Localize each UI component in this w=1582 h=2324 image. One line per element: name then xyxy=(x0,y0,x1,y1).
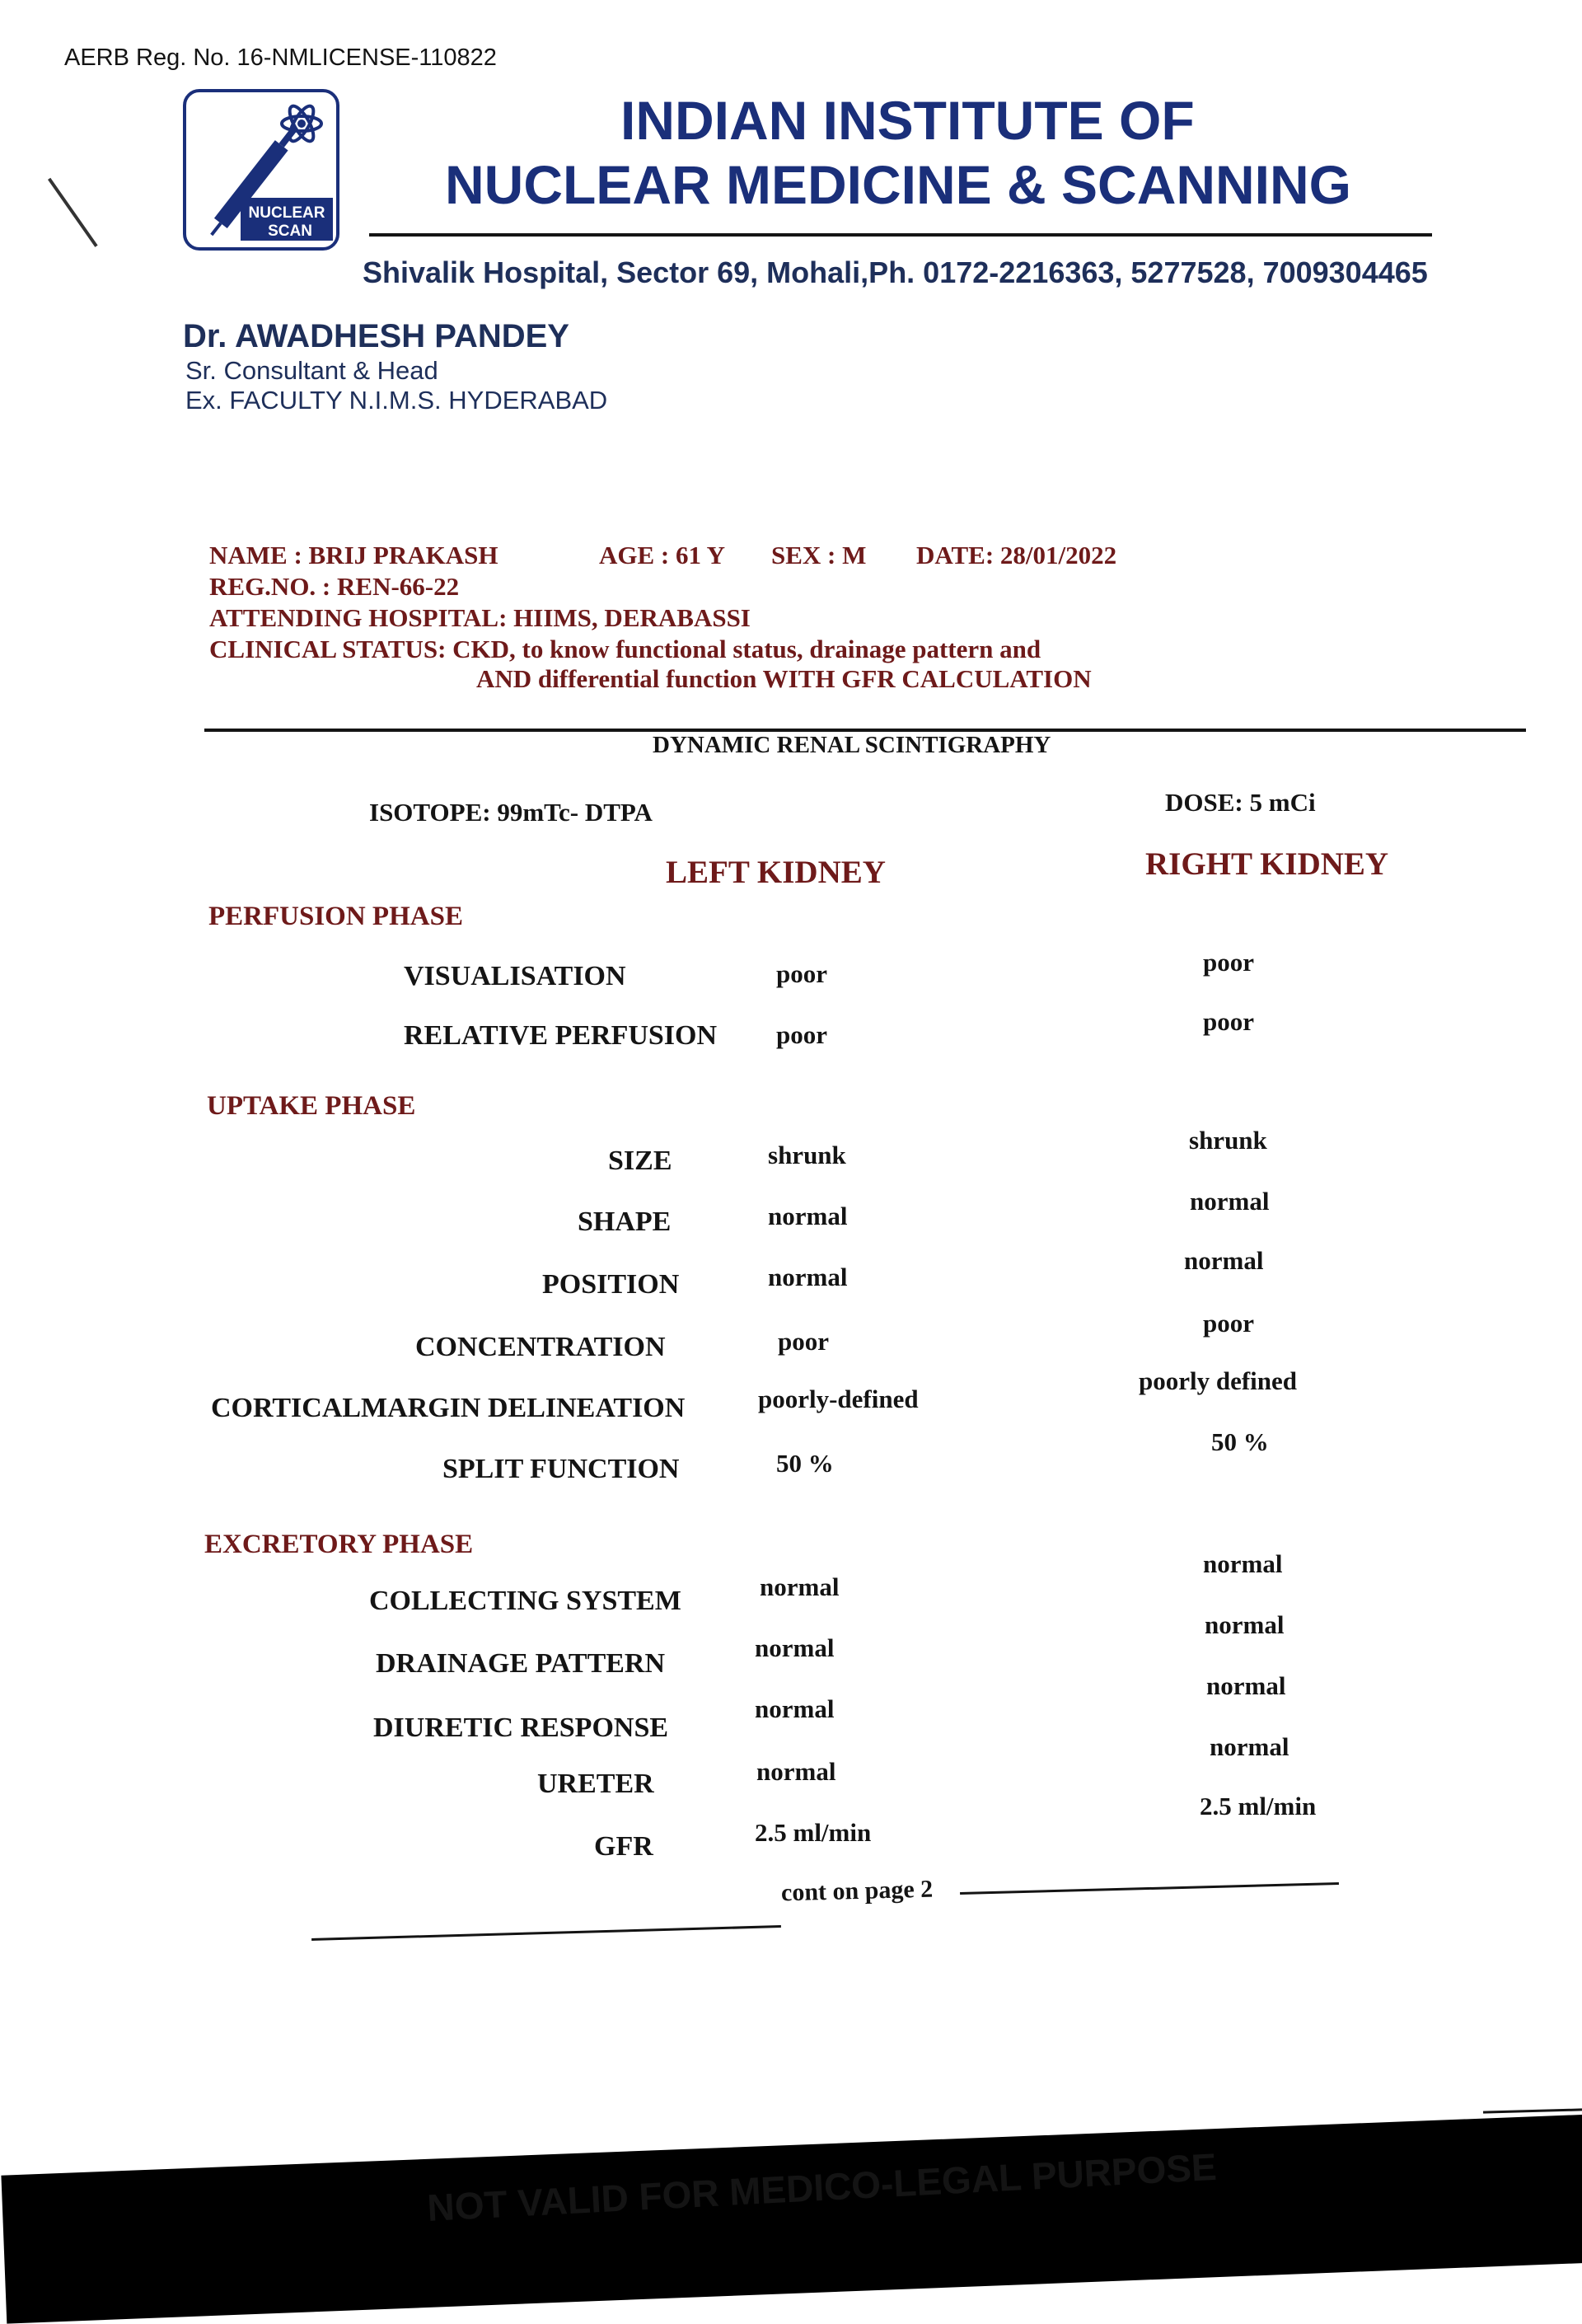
aerb-reg-number: AERB Reg. No. 16-NMLICENSE-110822 xyxy=(64,45,497,71)
right-split-function: 50 % xyxy=(1211,1427,1269,1456)
left-concentration: poor xyxy=(778,1327,829,1356)
institute-name-line1: INDIAN INSTITUTE OF xyxy=(620,90,1195,151)
right-collecting-system: normal xyxy=(1203,1549,1283,1578)
right-shape: normal xyxy=(1190,1187,1270,1216)
patient-age: AGE : 61 Y xyxy=(599,541,725,569)
right-ureter: normal xyxy=(1210,1732,1289,1761)
excretory-phase-label: EXCRETORY PHASE xyxy=(204,1530,474,1559)
right-diuretic-response: normal xyxy=(1206,1671,1286,1700)
institute-name-line2: NUCLEAR MEDICINE & SCANNING xyxy=(445,154,1352,215)
institute-logo xyxy=(183,89,339,251)
row-label-cortical-margin: CORTICALMARGIN DELINEATION xyxy=(211,1393,686,1423)
logo-text-1: NUCLEAR xyxy=(248,204,325,222)
left-gfr: 2.5 ml/min xyxy=(755,1818,872,1847)
row-label-collecting-system: COLLECTING SYSTEM xyxy=(369,1586,681,1616)
row-label-gfr: GFR xyxy=(594,1831,653,1862)
header-divider xyxy=(369,233,1432,237)
attending-hospital: ATTENDING HOSPITAL: HIIMS, DERABASSI xyxy=(209,603,751,632)
row-label-size: SIZE xyxy=(608,1146,672,1176)
right-cortical-margin: poorly defined xyxy=(1139,1366,1298,1395)
doctor-title: Sr. Consultant & Head xyxy=(185,356,438,385)
registration-number: REG.NO. : REN-66-22 xyxy=(209,572,460,601)
dose: DOSE: 5 mCi xyxy=(1165,788,1316,817)
uptake-phase-label: UPTAKE PHASE xyxy=(207,1091,416,1121)
right-relative-perfusion: poor xyxy=(1203,1007,1254,1036)
left-shape: normal xyxy=(768,1202,848,1230)
footer-rule xyxy=(1483,2108,1582,2113)
perfusion-phase-label: PERFUSION PHASE xyxy=(208,902,463,931)
right-visualisation: poor xyxy=(1203,948,1254,977)
right-position: normal xyxy=(1184,1246,1264,1275)
patient-sex: SEX : M xyxy=(771,541,867,569)
footer-band xyxy=(1,2115,1582,2324)
hospital-address: Shivalik Hospital, Sector 69, Mohali,Ph. 0172-2216363, 5277528, 7009304465 xyxy=(363,255,1428,289)
isotope: ISOTOPE: 99mTc- DTPA xyxy=(369,798,653,827)
left-cortical-margin: poorly-defined xyxy=(758,1385,919,1413)
clinical-status-cont: AND differential function WITH GFR CALCULATION xyxy=(476,664,1092,693)
doctor-name: Dr. AWADHESH PANDEY xyxy=(183,318,569,354)
report-date: DATE: 28/01/2022 xyxy=(916,541,1117,569)
logo-text-2: SCAN xyxy=(268,223,312,240)
left-visualisation: poor xyxy=(776,959,827,988)
row-label-ureter: URETER xyxy=(537,1769,654,1799)
left-size: shrunk xyxy=(768,1141,846,1169)
left-position: normal xyxy=(768,1263,848,1291)
right-drainage-pattern: normal xyxy=(1205,1610,1285,1639)
row-label-relative-perfusion: RELATIVE PERFUSION xyxy=(404,1020,718,1051)
medico-legal-notice: NOT VALID FOR MEDICO-LEGAL PURPOSE xyxy=(426,2144,1218,2230)
left-ureter: normal xyxy=(756,1757,836,1786)
row-label-drainage-pattern: DRAINAGE PATTERN xyxy=(376,1648,666,1679)
right-concentration: poor xyxy=(1203,1309,1254,1338)
row-label-position: POSITION xyxy=(542,1269,680,1300)
continued-rule-left xyxy=(311,1925,781,1941)
right-kidney-heading: RIGHT KIDNEY xyxy=(1145,846,1389,882)
clinical-status: CLINICAL STATUS: CKD, to know functional status, drainage pattern and xyxy=(209,635,1041,663)
continued-note: cont on page 2 xyxy=(780,1875,934,1907)
atom-syringe-icon xyxy=(186,92,336,247)
continued-rule-right xyxy=(960,1882,1339,1895)
row-label-split-function: SPLIT FUNCTION xyxy=(442,1454,680,1484)
right-size: shrunk xyxy=(1189,1126,1267,1155)
doctor-previous: Ex. FACULTY N.I.M.S. HYDERABAD xyxy=(185,386,608,415)
row-label-concentration: CONCENTRATION xyxy=(415,1332,666,1362)
left-kidney-heading: LEFT KIDNEY xyxy=(666,855,886,890)
report-title: DYNAMIC RENAL SCINTIGRAPHY xyxy=(653,732,1051,758)
left-split-function: 50 % xyxy=(776,1449,834,1478)
left-relative-perfusion: poor xyxy=(776,1020,827,1049)
row-label-visualisation: VISUALISATION xyxy=(404,961,626,991)
left-collecting-system: normal xyxy=(760,1572,840,1601)
left-diuretic-response: normal xyxy=(755,1694,835,1723)
patient-name: NAME : BRIJ PRAKASH xyxy=(209,541,498,569)
left-drainage-pattern: normal xyxy=(755,1633,835,1662)
right-gfr: 2.5 ml/min xyxy=(1200,1792,1317,1820)
pen-mark xyxy=(48,178,98,247)
row-label-diuretic-response: DIURETIC RESPONSE xyxy=(373,1713,669,1743)
row-label-shape: SHAPE xyxy=(578,1207,672,1237)
